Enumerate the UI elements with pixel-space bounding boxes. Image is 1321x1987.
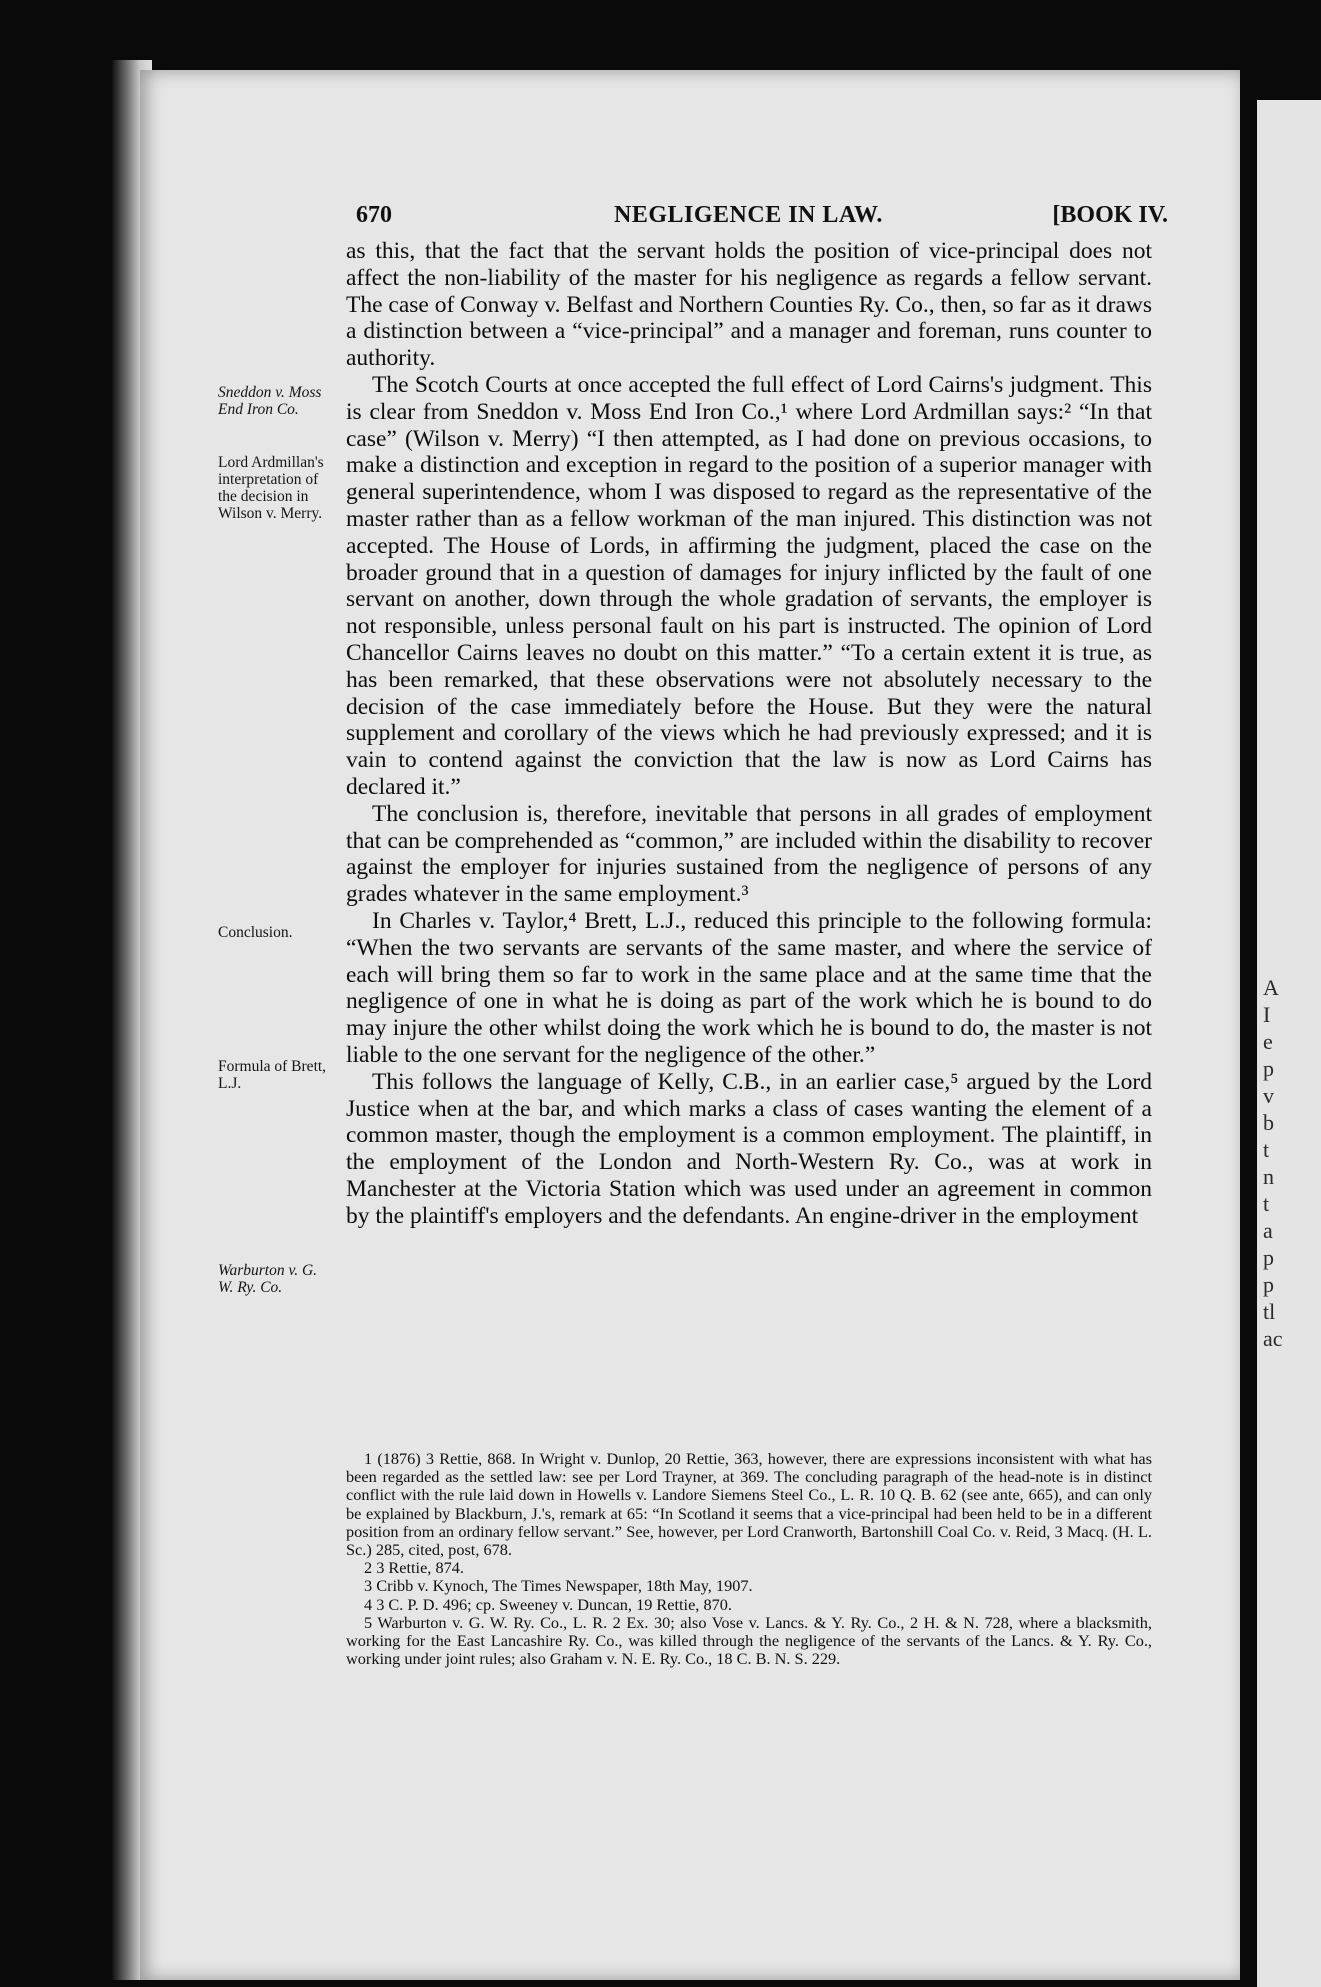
margin-note-sneddon: Sneddon v. Moss End Iron Co. <box>218 384 322 418</box>
facing-fragment: tl <box>1263 1299 1276 1324</box>
footnotes <box>346 1450 1152 1668</box>
paragraph: In Charles v. Taylor,⁴ Brett, L.J., reduced this principle to the following formula: “When the two servants are servants of the same master, and where the service of each will bring them so far to work in the same place and at the same time that the negligence of one in what he is doing as part of the work which he is bound to do may injure the other whilst doing the work which he is bound to do, the master is not liable to the one servant for the negligence of the other.” <box>346 907 1152 1068</box>
paragraph: This follows the language of Kelly, C.B., in an earlier case,⁵ argued by the Lord Justice when at the bar, and which marks a class of cases wanting the element of a common master, though the employment is a common employment. The plaintiff, in the employment of the London and North-Western Ry. Co., was at work in Manchester at the Victoria Station which was used under an agreement in common by the plaintiff's employers and the defendants. An engine-driver in the employment <box>346 1068 1152 1229</box>
running-title: NEGLIGENCE IN LAW. <box>614 202 883 228</box>
footnote: 5 Warburton v. G. W. Ry. Co., L. R. 2 Ex. 30; also Vose v. Lancs. & Y. Ry. Co., 2 H. & N. 728, where a blacksmith, working for the East Lancashire Ry. Co., was killed through the negligence of the servants of the Lancs. & Y. Ry. Co., working under joint rules; also Graham v. N. E. Ry. Co., 18 C. B. N. S. 229. <box>346 1612 1152 1669</box>
facing-fragment: b <box>1263 1110 1274 1135</box>
margin-note-ardmillan: Lord Ardmillan's interpretation of the decision in Wilson v. Merry. <box>218 454 324 522</box>
facing-fragment: p <box>1263 1056 1274 1081</box>
page-number: 670 <box>356 202 392 228</box>
margin-note-conclusion: Conclusion. <box>218 924 293 941</box>
footnote: 4 3 C. P. D. 496; cp. Sweeney v. Duncan, 19 Rettie, 870. <box>364 1594 732 1614</box>
facing-fragment: n <box>1263 1164 1274 1189</box>
footnote: 2 3 Rettie, 874. <box>364 1558 464 1578</box>
margin-note-warburton: Warburton v. G. W. Ry. Co. <box>218 1262 318 1296</box>
facing-page-edge <box>1257 100 1321 1987</box>
footnote: 3 Cribb v. Kynoch, The Times Newspaper, 18th May, 1907. <box>364 1576 753 1596</box>
paragraph: as this, that the fact that the servant holds the position of vice-principal does not affect the non-liability of the master for his negligence as regards a fellow servant. The case of Conway v. Belfast and Northern Counties Ry. Co., then, so far as it draws a distinction between a “vice-principal” and a manager and foreman, runs counter to authority. <box>346 238 1152 372</box>
facing-fragment: v <box>1263 1083 1274 1108</box>
page-header <box>356 202 1168 234</box>
facing-fragment: p <box>1263 1245 1274 1270</box>
facing-fragment: p <box>1263 1272 1274 1297</box>
main-text <box>346 238 1152 1229</box>
facing-fragment: A <box>1263 975 1279 1000</box>
book-label: [BOOK IV. <box>1052 202 1168 228</box>
paragraph: The Scotch Courts at once accepted the full effect of Lord Cairns's judgment. This is clear from Sneddon v. Moss End Iron Co.,¹ where Lord Ardmillan says:² “In that case” (Wilson v. Merry) “I then attempted, as I had done on previous occasions, to make a distinction and exception in regard to the position of a superior manager with general superintendence, whom I was disposed to regard as the representative of the master rather than as a fellow workman of the man injured. This distinction was not accepted. The House of Lords, in affirming the judgment, placed the case on the broader ground that in a question of damages for injury inflicted by the fault of one servant on another, down through the whole gradation of servants, the employer is not responsible, unless personal fault on his part is instructed. The opinion of Lord Chancellor Cairns leaves no doubt on this matter.” “To a certain extent it is true, as has been remarked, that these observations were not absolutely necessary to the decision of the case immediately before the House. But they were the natural supplement and corollary of the views which he had previously expressed; and it is vain to contend against the conviction that the law is now as Lord Cairns has declared it.” <box>346 371 1152 800</box>
facing-fragment: t <box>1263 1137 1270 1162</box>
footnote: 1 (1876) 3 Rettie, 868. In Wright v. Dunlop, 20 Rettie, 363, however, there are expressions inconsistent with what has been regarded as the settled law: see per Lord Trayner, at 369. The concluding paragraph of the head-note is in distinct conflict with the rule laid down in Howells v. Landore Siemens Steel Co., L. R. 10 Q. B. 62 (see ante, 665), and can only be explained by Blackburn, J.'s, remark at 65: “In Scotland it seems that a vice-principal had been held to be in a different position from an ordinary fellow servant.” See, however, per Lord Cranworth, Bartonshill Coal Co. v. Reid, 3 Macq. (H. L. Sc.) 285, cited, post, 678. <box>346 1449 1152 1560</box>
paragraph: The conclusion is, therefore, inevitable that persons in all grades of employment that can be comprehended as “common,” are included within the disability to recover against the employer for injuries sustained from the negligence of persons of any grades whatever in the same employment.³ <box>346 800 1152 908</box>
facing-fragment: t <box>1263 1191 1270 1216</box>
facing-fragment: e <box>1263 1029 1273 1054</box>
facing-fragment: a <box>1263 1218 1273 1243</box>
facing-fragment: ac <box>1263 1326 1283 1351</box>
facing-fragment: I <box>1263 1002 1271 1027</box>
margin-note-formula: Formula of Brett, L.J. <box>218 1058 327 1092</box>
